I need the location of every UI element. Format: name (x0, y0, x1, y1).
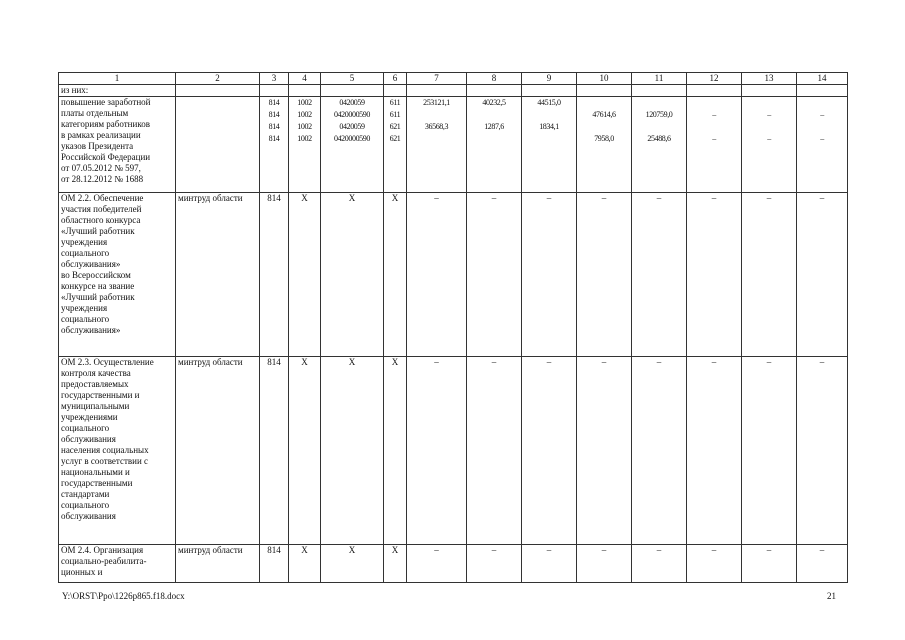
col-header: 9 (522, 73, 577, 85)
executor-cell: минтруд области (176, 545, 260, 583)
cell: – (687, 193, 742, 357)
col-header: 2 (176, 73, 260, 85)
cell: – (407, 545, 467, 583)
sub-cell: 40232,5 1287,6 (467, 97, 522, 193)
col-header: 1 (59, 73, 176, 85)
cell: Х (321, 545, 384, 583)
cell: – (467, 193, 522, 357)
cell: – (632, 357, 687, 545)
table-row (59, 545, 848, 583)
sub-cell: 814 814 814 814 (260, 97, 289, 193)
cell: – (687, 545, 742, 583)
cell: – (522, 193, 577, 357)
row-description: ОМ 2.2. Обеспечение участия победителей областного конкурса «Лучший работник учреждения социального обслуживания» во Всероссийском конкурсе на звание «Лучший работник учреждения социального обслуживания» (59, 193, 176, 357)
sub-cell: – – (742, 97, 797, 193)
col-header: 13 (742, 73, 797, 85)
cell: – (797, 357, 848, 545)
col-header: 10 (577, 73, 632, 85)
cell: 814 (260, 357, 289, 545)
cell: – (467, 545, 522, 583)
col-header: 4 (289, 73, 321, 85)
cell: – (407, 193, 467, 357)
sub-cell: 120759,0 25488,6 (632, 97, 687, 193)
col-header: 14 (797, 73, 848, 85)
cell: 814 (260, 545, 289, 583)
table-row (59, 357, 848, 545)
col-header: 6 (384, 73, 407, 85)
row-description: повышение заработной платы отдельным категориям работников в рамках реализации указов Президента Российской Федерации от 07.05.2012 № 597, от 28.12.2012 № 1688 (59, 97, 176, 193)
sub-cell: 44515,0 1834,1 (522, 97, 577, 193)
cell: 814 (260, 193, 289, 357)
cell: Х (321, 193, 384, 357)
sub-cell: 611 611 621 621 (384, 97, 407, 193)
executor-cell: минтруд области (176, 357, 260, 545)
cell: Х (289, 545, 321, 583)
row-description: ОМ 2.4. Организация социально-реабилита- ционных и (59, 545, 176, 583)
cell: – (577, 545, 632, 583)
cell: – (522, 357, 577, 545)
col-header: 5 (321, 73, 384, 85)
col-header: 12 (687, 73, 742, 85)
cell: Х (384, 545, 407, 583)
sub-cell: 1002 1002 1002 1002 (289, 97, 321, 193)
cell: – (632, 545, 687, 583)
cell: Х (384, 357, 407, 545)
cell: – (577, 193, 632, 357)
cell: – (687, 357, 742, 545)
sub-cell: 253121,1 36568,3 (407, 97, 467, 193)
sub-cell: – – (797, 97, 848, 193)
cell: – (407, 357, 467, 545)
col-header: 11 (632, 73, 687, 85)
cell: Х (289, 357, 321, 545)
page-number: 21 (827, 591, 836, 601)
cell: – (797, 545, 848, 583)
cell: Х (289, 193, 321, 357)
table-row (59, 97, 848, 193)
cell: – (632, 193, 687, 357)
cell: Х (384, 193, 407, 357)
executor-cell: минтруд области (176, 193, 260, 357)
col-header: 8 (467, 73, 522, 85)
table-row (59, 193, 848, 357)
file-path: Y:\ORST\Ppo\1226p865.f18.docx (62, 591, 185, 601)
cell: – (742, 357, 797, 545)
row-description: ОМ 2.3. Осуществление контроля качества предоставляемых государственными и муниципальными учреждениями социального обслуживания населения социальных услуг в соответствии с национальными и государственными стандартами социального обслуживания (59, 357, 176, 545)
budget-table (58, 72, 848, 583)
table-row (59, 85, 848, 97)
sub-cell: – – (687, 97, 742, 193)
sub-cell: 47614,6 7958,0 (577, 97, 632, 193)
cell: – (577, 357, 632, 545)
cell: – (522, 545, 577, 583)
cell: – (467, 357, 522, 545)
cell: – (742, 193, 797, 357)
cell: – (742, 545, 797, 583)
cell: – (797, 193, 848, 357)
iz-nih-label: из них: (59, 85, 176, 97)
column-number-header (59, 73, 848, 85)
col-header: 7 (407, 73, 467, 85)
col-header: 3 (260, 73, 289, 85)
sub-cell: 0420059 0420000590 0420059 0420000590 (321, 97, 384, 193)
cell: Х (321, 357, 384, 545)
